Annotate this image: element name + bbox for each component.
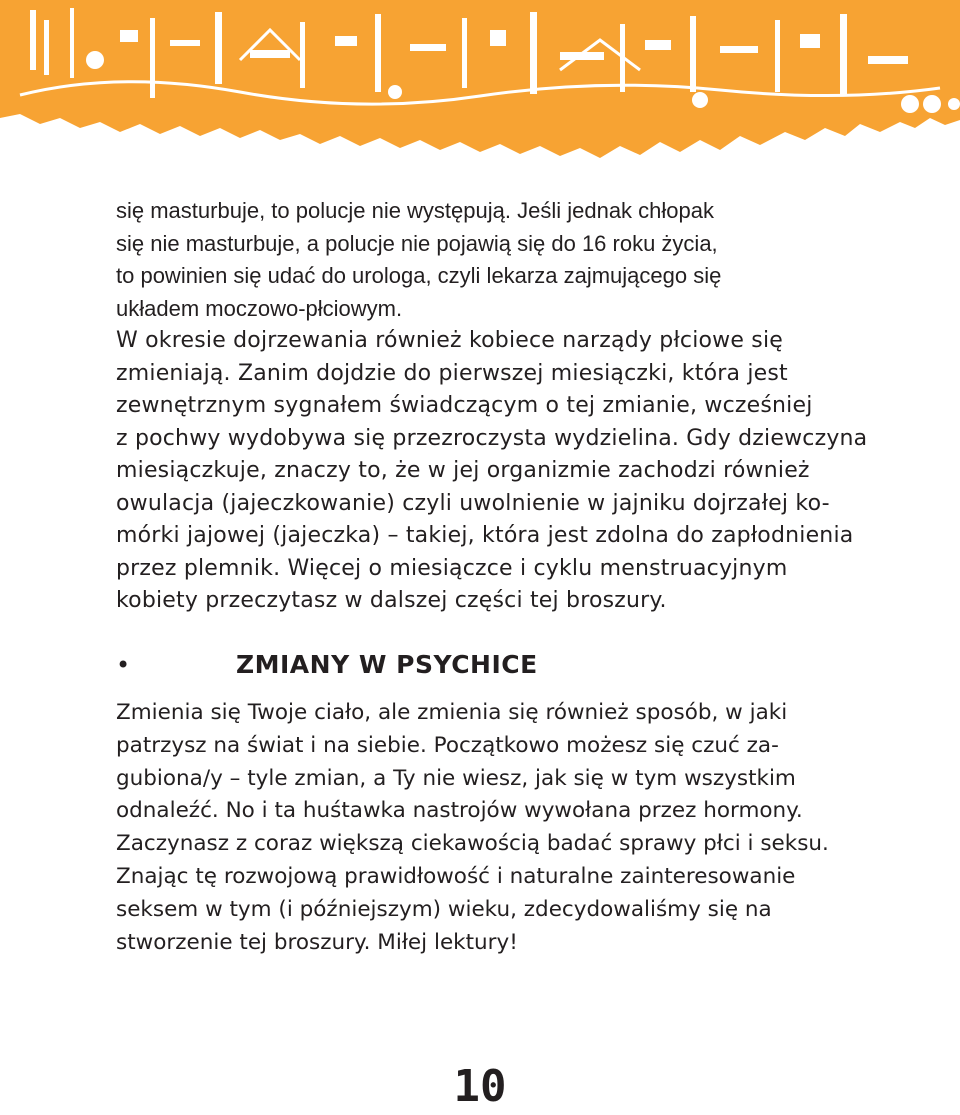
text-line: się nie masturbuje, a polucje nie pojawią się do 16 roku życia, bbox=[116, 230, 718, 256]
orange-cityscape-illustration bbox=[0, 0, 960, 160]
text-line: zmieniają. Zanim dojdzie do pierwszej miesiączki, która jest bbox=[116, 360, 788, 386]
text-line: mórki jajowej (jajeczka) – takiej, która jest zdolna do zapłodnienia bbox=[116, 523, 854, 548]
text-line: stworzenie tej broszury. Miłej lektury! bbox=[116, 929, 518, 955]
text-line: odnaleźć. No i ta huśtawka nastrojów wywołana przez hormony. bbox=[116, 798, 803, 824]
text-line: kobiety przeczytasz w dalszej części tej broszury. bbox=[116, 588, 667, 613]
page-number: 10 bbox=[453, 1061, 507, 1112]
text-line: z pochwy wydobywa się przezroczysta wydzielina. Gdy dziewczyna bbox=[116, 425, 868, 451]
text-line: układem moczowo-płciowym. bbox=[116, 295, 403, 321]
text-line: seksem w tym (i późniejszym) wieku, zdecydowaliśmy się na bbox=[116, 896, 772, 922]
text-line: patrzysz na świat i na siebie. Początkowo możesz się czuć za- bbox=[116, 732, 779, 758]
section-heading-row bbox=[116, 648, 846, 684]
text-line: miesiączkuje, znaczy to, że w jej organizmie zachodzi również bbox=[116, 458, 810, 483]
paragraph-masturbation bbox=[116, 195, 846, 325]
decorative-orange-banner bbox=[0, 0, 960, 160]
text-line: zewnętrznym sygnałem świadczącym o tej zmianie, wcześniej bbox=[116, 393, 813, 418]
text-line: przez plemnik. Więcej o miesiączce i cyklu menstruacyjnym bbox=[116, 555, 788, 581]
text-line: Znając tę rozwojową prawidłowość i naturalne zainteresowanie bbox=[116, 863, 796, 889]
text-line: się masturbuje, to polucje nie występują. Jeśli jednak chłopak bbox=[116, 198, 714, 223]
text-line: Zaczynasz z coraz większą ciekawością badać sprawy płci i seksu. bbox=[116, 831, 829, 857]
bullet-icon: • bbox=[116, 651, 131, 679]
section-heading: ZMIANY W PSYCHICE bbox=[236, 650, 538, 679]
text-line: W okresie dojrzewania również kobiece narządy płciowe się bbox=[116, 328, 784, 353]
text-line: owulacja (jajeczkowanie) czyli uwolnienie w jajniku dojrzałej ko- bbox=[116, 490, 830, 516]
body-text-top bbox=[116, 195, 868, 618]
text-line: Zmienia się Twoje ciało, ale zmienia się również sposób, w jaki bbox=[116, 700, 788, 725]
text-line: to powinien się udać do urologa, czyli lekarza zajmującego się bbox=[116, 263, 722, 288]
body-text-psyche bbox=[116, 697, 846, 959]
text-line: gubiona/y – tyle zmian, a Ty nie wiesz, jak się w tym wszystkim bbox=[116, 765, 796, 791]
paragraph-female-changes bbox=[116, 325, 868, 618]
